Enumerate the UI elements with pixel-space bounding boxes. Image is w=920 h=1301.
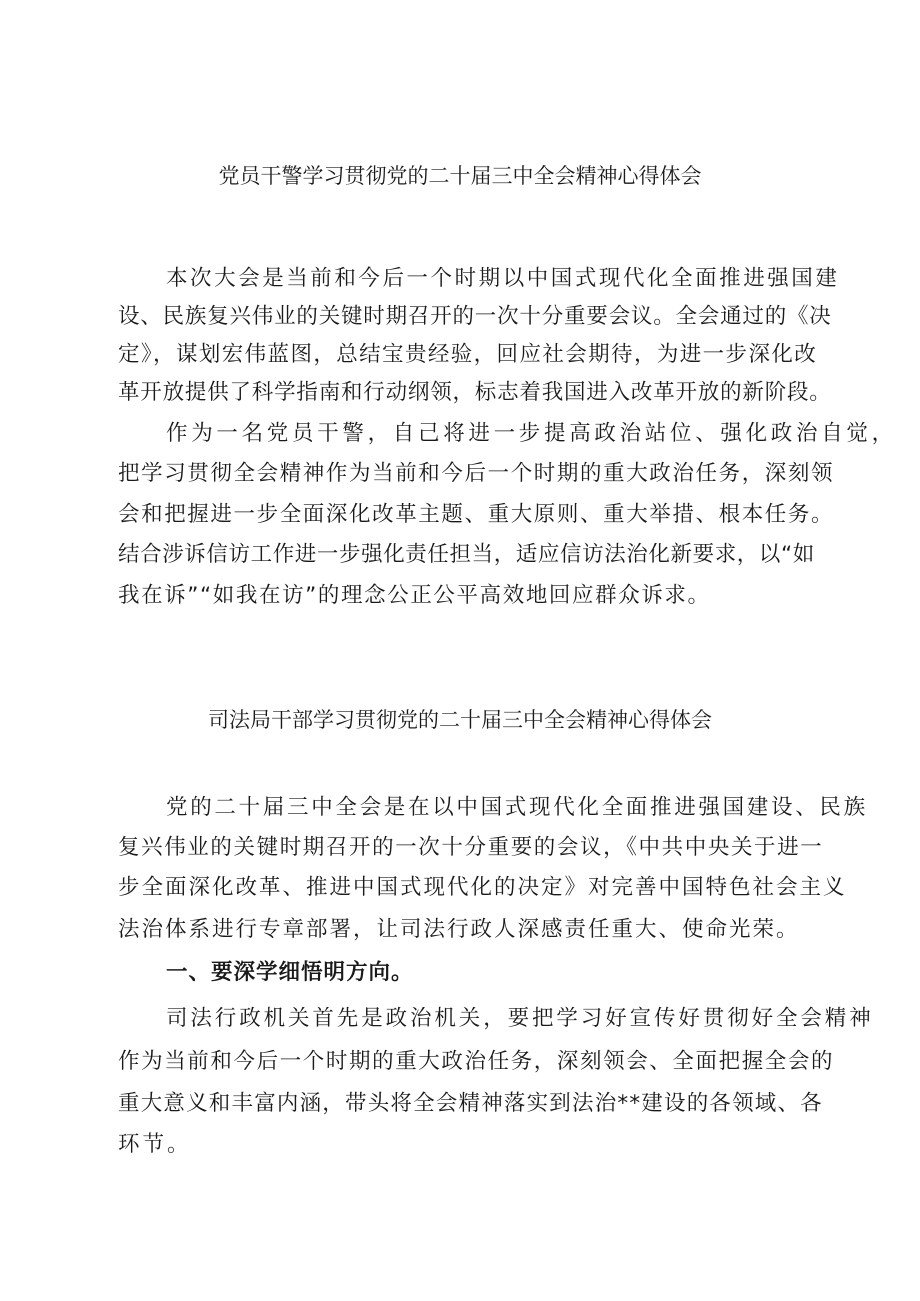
section-1-line-7: 会和把握进一步全面深化改革主题、重大原则、重大举措、根本任务。 [118,502,835,527]
section-2-heading-1: 一、要深学细悟明方向。 [166,960,414,985]
section-1-line-1: 本次大会是当前和今后一个时期以中国式现代化全面推进强国建 [166,266,840,291]
section-2-line-1: 党的二十届三中全会是在以中国式现代化全面推进强国建设、民族 [166,795,868,820]
section-2-line-7: 作为当前和今后一个时期的重大政治任务，深刻领会、全面把握全会的 [118,1049,835,1074]
section-2-line-8: 重大意义和丰富内涵，带头将全会精神落实到法治**建设的各领域、各 [118,1091,823,1116]
section-2-title: 司法局干部学习贯彻党的二十届三中全会精神心得体会 [208,708,712,732]
section-2-line-2: 复兴伟业的关键时期召开的一次十分重要的会议，《中共中央关于进一 [118,835,824,860]
section-1-line-5: 作为一名党员干警，自己将进一步提高政治站位、强化政治自觉， [166,421,897,446]
section-1-line-9: 我在诉”“如我在访”的理念公正公平高效地回应群众诉求。 [118,583,711,608]
section-2-line-9: 环节。 [118,1132,192,1157]
section-2-line-4: 法治体系进行专章部署，让司法行政人深感责任重大、使命光荣。 [118,917,800,942]
section-1-line-3: 定》，谋划宏伟蓝图，总结宝贵经验，回应社会期待，为进一步深化改 [118,342,818,367]
section-2-line-6: 司法行政机关首先是政治机关，要把学习好宣传好贯彻好全会精神 [166,1006,874,1031]
section-1-line-8: 结合涉诉信访工作进一步强化责任担当，适应信访法治化新要求，以“如 [118,542,815,567]
section-1-line-6: 把学习贯彻全会精神作为当前和今后一个时期的重大政治任务，深刻领 [118,461,835,486]
section-1-line-2: 设、民族复兴伟业的关键时期召开的一次十分重要会议。全会通过的《决 [118,304,832,329]
section-2-line-3: 步全面深化改革、推进中国式现代化的决定》对完善中国特色社会主义 [118,875,847,900]
section-1-line-4: 革开放提供了科学指南和行动纲领，标志着我国进入改革开放的新阶段。 [118,380,832,405]
section-1-title: 党员干警学习贯彻党的二十届三中全会精神心得体会 [218,164,702,188]
